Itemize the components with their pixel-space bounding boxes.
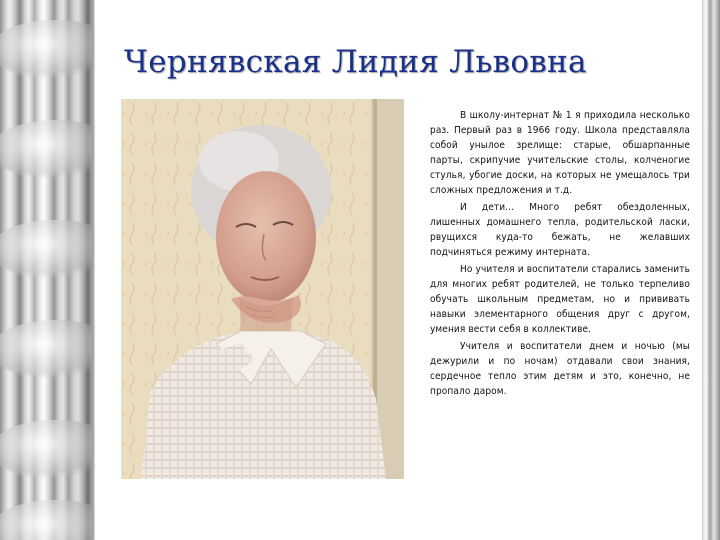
decorative-right-border <box>702 0 720 540</box>
decorative-left-border <box>0 0 92 540</box>
paragraph-2: И дети… Много ребят обездоленных, лишенных домашнего тепла, родительской ласки, рвущихся куда-то бежать, не желавших подчиняться режиму интерната. <box>430 202 690 258</box>
paragraph-1: В школу-интернат № 1 я приходила несколько раз. Первый раз в 1966 году. Школа представляла собой унылое зрелище: старые, обшарпанные парты, скрипучие учительские столы, колченогие стулья, убогие доски, на которых не умещалось три сложных предложения и т.д. <box>430 110 690 196</box>
paragraph-4: Учителя и воспитатели днем и ночью (мы дежурили и по ночам) отдавали свои знания, сердечное тепло этим детям и это, конечно, не пропало даром. <box>430 341 690 397</box>
paragraph-3: Но учителя и воспитатели старались заменить для многих ребят родителей, не только терпеливо обучать школьным предметам, но и прививать навыки элементарного общения друг с другом, умения вести себя в коллективе. <box>430 264 690 335</box>
slide-title: Чернявская Лидия Львовна <box>124 44 587 80</box>
memoir-text <box>430 108 690 401</box>
portrait-photo <box>121 99 404 479</box>
border-divider <box>92 0 95 540</box>
